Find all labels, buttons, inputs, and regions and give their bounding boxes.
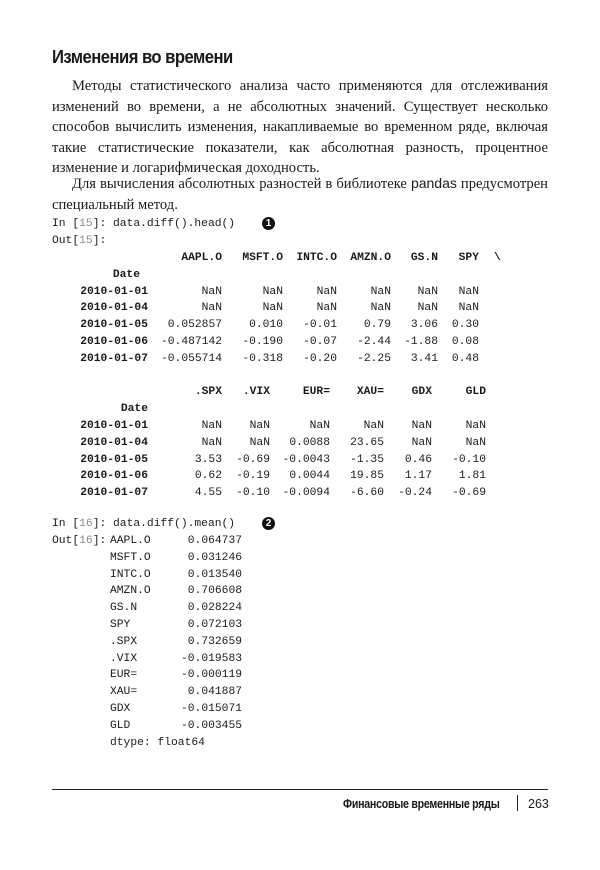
table-cell: NaN	[411, 419, 432, 432]
series-value: 0.031246	[187, 551, 242, 564]
table-cell: -6.60	[350, 487, 384, 500]
prompt-number: 16	[79, 535, 93, 547]
table-cell: NaN	[465, 436, 486, 449]
code-output-label-15	[52, 233, 106, 250]
series-value: 0.013540	[187, 568, 242, 581]
table-cell: NaN	[417, 285, 438, 298]
series-row	[110, 533, 242, 550]
table-cell: 3.06	[410, 319, 438, 332]
table-cell: 0.08	[451, 335, 479, 348]
blank-row	[52, 368, 572, 385]
table-row	[52, 284, 572, 301]
table-cell: 0.0044	[289, 470, 330, 483]
table-cell: NaN	[201, 419, 222, 432]
series-row	[110, 718, 242, 735]
table-cell: -0.10	[236, 487, 270, 500]
series-label: .VIX	[110, 652, 138, 665]
row-date: 2010-01-06	[80, 470, 148, 483]
table-cell: 0.30	[451, 319, 479, 332]
line-continuation: \	[494, 252, 501, 264]
column-header: MSFT.O	[242, 252, 283, 264]
series-label: AAPL.O	[110, 535, 151, 547]
table-row	[52, 334, 572, 351]
paragraph-text: Для вычисления абсолютных разностей в библиотеке	[72, 176, 411, 192]
table-cell: -1.35	[350, 453, 384, 466]
table-cell: 1.17	[404, 470, 432, 483]
index-name-row	[52, 401, 572, 418]
series-label: SPY	[110, 618, 131, 631]
series-label: .SPX	[110, 635, 138, 648]
series-value: -0.019583	[180, 652, 242, 665]
index-name-row	[52, 267, 572, 284]
table-cell: NaN	[458, 302, 479, 315]
series-row	[110, 634, 242, 651]
row-date: 2010-01-06	[80, 335, 148, 348]
column-header: XAU=	[356, 386, 384, 399]
table-cell: -0.01	[303, 319, 337, 332]
column-header: GDX	[411, 386, 432, 399]
table-cell: -0.20	[303, 352, 337, 365]
row-date: 2010-01-07	[80, 487, 148, 500]
row-date: 2010-01-01	[80, 419, 148, 432]
table-cell: NaN	[201, 302, 222, 315]
series-label: GLD	[110, 719, 131, 732]
table-cell: -2.25	[357, 352, 391, 365]
series-row	[110, 550, 242, 567]
series-value: 0.064737	[187, 535, 242, 547]
table-cell: NaN	[411, 436, 432, 449]
row-date: 2010-01-05	[80, 319, 148, 332]
row-date: 2010-01-07	[80, 352, 148, 365]
footer-separator	[517, 795, 518, 811]
series-label: GDX	[110, 702, 131, 715]
table-row	[52, 351, 572, 368]
series-label: GS.N	[110, 602, 138, 615]
code-text: data.diff().mean()	[113, 518, 236, 530]
series-row	[110, 684, 242, 701]
table-cell: 0.46	[404, 453, 432, 466]
column-header: AMZN.O	[350, 252, 391, 264]
pandas-term: pandas	[410, 175, 457, 191]
series-value: -0.015071	[180, 702, 242, 715]
series-row	[110, 617, 242, 634]
table-cell: NaN	[249, 419, 270, 432]
series-row	[110, 651, 242, 668]
series-row	[110, 667, 242, 684]
table-cell: -0.487142	[160, 335, 222, 348]
table-cell: NaN	[316, 285, 337, 298]
table-cell: 0.62	[194, 470, 222, 483]
table-cell: -0.0043	[282, 453, 330, 466]
paragraph-intro: Методы статистического анализа часто применяются для отслеживания изменений во времени, а не абсолютных значений. Существует несколько способов вычислить изменения, накапливаемые во временном ряде, включая такие статистические показатели, как абсолютная разность, процентное изменение и логарифмическая доходность.	[52, 78, 548, 177]
table-cell: NaN	[363, 419, 384, 432]
table-cell: NaN	[201, 436, 222, 449]
table-cell: 3.41	[410, 352, 438, 365]
code-input-15	[52, 216, 235, 233]
table-cell: -0.318	[242, 352, 283, 365]
column-header: INTC.O	[296, 252, 337, 264]
prompt: ]:	[92, 218, 114, 230]
table-cell: -0.69	[452, 487, 486, 500]
prompt-number: 16	[79, 518, 93, 530]
row-date: 2010-01-01	[80, 285, 148, 298]
series-value: 0.732659	[187, 635, 242, 648]
table-cell: NaN	[201, 285, 222, 298]
table-cell: 23.65	[350, 436, 384, 449]
column-header: EUR=	[302, 386, 330, 399]
table-cell: 0.48	[451, 352, 479, 365]
code-output-label-16	[52, 533, 106, 550]
table-row	[52, 300, 572, 317]
series-value: 0.706608	[187, 585, 242, 598]
prompt: ]:	[92, 518, 114, 530]
series-label: XAU=	[110, 686, 138, 699]
table-cell: NaN	[309, 419, 330, 432]
series-value: -0.000119	[180, 669, 242, 682]
section-title: Изменения во времени	[52, 46, 233, 67]
series-label: EUR=	[110, 669, 138, 682]
prompt-number: 15	[79, 218, 93, 230]
column-header: GS.N	[410, 252, 438, 264]
table-row	[52, 452, 572, 469]
callout-marker-1: 1	[262, 217, 275, 230]
series-row	[110, 567, 242, 584]
table-cell: 1.81	[458, 470, 486, 483]
table-cell: -0.07	[303, 335, 337, 348]
table-cell: -0.24	[398, 487, 432, 500]
diff-head-table	[52, 250, 572, 502]
column-header: .SPX	[194, 386, 222, 399]
series-row	[110, 701, 242, 718]
table-cell: -2.44	[357, 335, 391, 348]
table-cell: 4.55	[194, 487, 222, 500]
table-cell: -0.190	[242, 335, 283, 348]
series-row	[110, 583, 242, 600]
table-cell: NaN	[458, 285, 479, 298]
prompt: Out[	[52, 235, 80, 247]
row-date: 2010-01-04	[80, 302, 148, 315]
column-header: AAPL.O	[181, 252, 222, 264]
page-number: 263	[528, 797, 549, 811]
code-input-16	[52, 516, 235, 533]
table-cell: 0.052857	[167, 319, 222, 332]
index-name: Date	[112, 268, 140, 281]
table-cell: 19.85	[350, 470, 384, 483]
table-cell: NaN	[249, 436, 270, 449]
table-row	[52, 435, 572, 452]
row-date: 2010-01-04	[80, 436, 148, 449]
prompt: Out[	[52, 535, 80, 547]
row-date: 2010-01-05	[80, 453, 148, 466]
series-label: AMZN.O	[110, 585, 151, 598]
table-cell: -1.88	[404, 335, 438, 348]
table-cell: NaN	[262, 285, 283, 298]
code-text: data.diff().head()	[113, 218, 236, 230]
table-cell: -0.10	[452, 453, 486, 466]
series-label: INTC.O	[110, 568, 151, 581]
table-row	[52, 317, 572, 334]
series-value: 0.028224	[187, 602, 242, 615]
index-name: Date	[120, 403, 148, 416]
table-cell: 0.010	[249, 319, 283, 332]
table-cell: NaN	[370, 285, 391, 298]
prompt: ]:	[92, 535, 107, 547]
series-label: MSFT.O	[110, 551, 151, 564]
table-header-row	[52, 250, 572, 267]
paragraph-text: предусмотрен специальный метод.	[52, 176, 548, 213]
table-cell: 0.79	[363, 319, 391, 332]
table-cell: -0.69	[236, 453, 270, 466]
table-cell: NaN	[262, 302, 283, 315]
column-header: SPY	[458, 252, 479, 264]
table-cell: NaN	[417, 302, 438, 315]
prompt: In [	[52, 518, 80, 530]
paragraph-method	[52, 173, 548, 215]
prompt-number: 15	[79, 235, 93, 247]
series-value: -0.003455	[180, 719, 242, 732]
series-value: 0.072103	[187, 618, 242, 631]
table-cell: -0.0094	[282, 487, 330, 500]
table-cell: -0.055714	[160, 352, 222, 365]
prompt: In [	[52, 218, 80, 230]
table-cell: -0.19	[236, 470, 270, 483]
series-row	[110, 600, 242, 617]
footer-divider	[52, 789, 548, 790]
column-header: .VIX	[242, 386, 270, 399]
table-row	[52, 418, 572, 435]
series-value: 0.041887	[187, 686, 242, 699]
dtype-line: dtype: float64	[110, 736, 205, 749]
table-cell: 3.53	[194, 453, 222, 466]
diff-mean-series	[110, 533, 242, 751]
prompt: ]:	[92, 235, 107, 247]
table-cell: NaN	[465, 419, 486, 432]
table-cell: NaN	[316, 302, 337, 315]
footer-chapter-title: Финансовые временные ряды	[343, 797, 500, 811]
table-header-row	[52, 384, 572, 401]
table-cell: NaN	[370, 302, 391, 315]
table-cell: 0.0088	[289, 436, 330, 449]
table-row	[52, 468, 572, 485]
column-header: GLD	[465, 386, 486, 399]
callout-marker-2: 2	[262, 517, 275, 530]
table-row	[52, 485, 572, 502]
